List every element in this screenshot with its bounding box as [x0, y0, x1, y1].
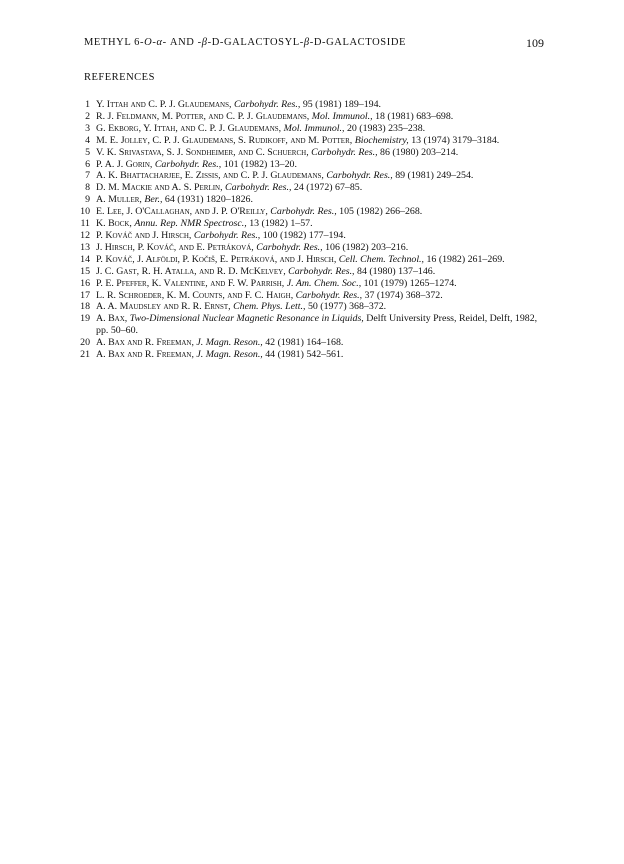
reference-authors: P. Kováč, J. Alföldi, P. Kočiš, E. Petráková, and J. Hirsch, [96, 253, 337, 265]
reference-item [78, 313, 548, 337]
reference-number: 17 [80, 289, 90, 301]
running-title-part: METHYL 6- [84, 37, 145, 48]
reference-number: 6 [85, 158, 90, 170]
reference-details: Delft University Press, Reidel, Delft, 1982, pp. 50–60. [96, 313, 538, 337]
reference-authors: M. E. Jolley, C. P. J. Glaudemans, S. Rudikoff, and M. Potter, [96, 134, 353, 146]
reference-details: 37 (1974) 368–372. [362, 289, 443, 301]
reference-authors: K. Bock, [96, 218, 132, 230]
reference-details: 105 (1982) 266–268. [336, 206, 423, 218]
reference-number: 8 [85, 182, 90, 194]
reference-details: 42 (1981) 164–168. [262, 337, 344, 349]
reference-number: 1 [85, 99, 90, 110]
reference-journal: Chem. Phys. Lett., [233, 301, 306, 313]
reference-item [78, 147, 548, 159]
reference-details: 101 (1982) 13–20. [221, 158, 297, 170]
running-head [84, 37, 544, 53]
reference-journal: Ber., [144, 194, 163, 206]
reference-journal: J. Am. Chem. Soc., [286, 277, 362, 289]
section-heading: REFERENCES [84, 72, 155, 83]
reference-number: 20 [80, 337, 90, 349]
running-title-part: -D-GALACTOSIDE [309, 37, 407, 48]
reference-list [78, 99, 548, 361]
reference-journal: Carbohydr. Res., [233, 99, 301, 110]
reference-item [78, 206, 548, 218]
reference-number: 3 [85, 122, 90, 134]
reference-journal: Carbohydr. Res., [270, 206, 337, 218]
reference-number: 11 [80, 218, 90, 230]
reference-details: 101 (1979) 1265–1274. [361, 277, 457, 289]
running-title-part: - [152, 37, 157, 48]
reference-item [78, 242, 548, 254]
reference-number: 4 [85, 134, 90, 146]
reference-authors: A. Bax and R. Freeman, [96, 337, 194, 349]
reference-details: 13 (1982) 1–57. [246, 218, 313, 230]
running-title-part: O [144, 37, 153, 48]
reference-item [78, 266, 548, 278]
reference-journal: Annu. Rep. NMR Spectrosc., [134, 218, 247, 230]
reference-journal: Carbohydr. Res., [193, 229, 261, 241]
reference-authors: J. Hirsch, P. Kováč, and E. Petráková, [96, 241, 254, 253]
reference-journal: Carbohydr. Res., [326, 170, 393, 182]
reference-item [78, 290, 548, 302]
reference-item [78, 230, 548, 242]
reference-details: 86 (1980) 203–214. [377, 146, 459, 158]
reference-journal: Carbohydr. Res., [225, 182, 292, 194]
reference-number: 18 [80, 301, 90, 313]
reference-number: 9 [85, 194, 90, 206]
reference-details: 18 (1981) 683–698. [372, 110, 454, 122]
reference-item [78, 218, 548, 230]
reference-journal: J. Magn. Reson., [196, 337, 263, 349]
running-title-part: -D-GALACTOSYL- [207, 37, 304, 48]
reference-item [78, 99, 548, 111]
reference-details: 13 (1974) 3179–3184. [408, 134, 500, 146]
reference-details: 100 (1982) 177–194. [260, 229, 346, 241]
reference-authors: J. C. Gast, R. H. Atalla, and R. D. McKelvey, [96, 265, 286, 277]
reference-item [78, 349, 548, 361]
reference-journal: Carbohydr. Res., [154, 158, 222, 170]
reference-authors: Y. Ittah and C. P. J. Glaudemans, [96, 99, 232, 110]
reference-authors: G. Ekborg, Y. Ittah, and C. P. J. Glaudemans, [96, 122, 282, 134]
reference-journal: Biochemistry, [354, 134, 409, 146]
reference-authors: A. Bax and R. Freeman, [96, 349, 194, 361]
reference-details: 64 (1931) 1820–1826. [162, 194, 253, 206]
reference-details: 24 (1972) 67–85. [291, 182, 363, 194]
reference-details: 106 (1982) 203–216. [322, 241, 409, 253]
reference-authors: P. E. Pfeffer, K. Valentine, and F. W. Parrish, [96, 277, 285, 289]
reference-journal: Carbohydr. Res., [288, 265, 355, 277]
running-title-part: β [303, 37, 310, 48]
running-title-part: - AND - [162, 37, 202, 48]
reference-number: 21 [80, 349, 90, 361]
reference-authors: P. Kováč and J. Hirsch, [96, 229, 192, 241]
reference-authors: P. A. J. Gorin, [96, 158, 153, 170]
reference-item [78, 135, 548, 147]
reference-item [78, 159, 548, 171]
reference-item [78, 170, 548, 182]
reference-journal: J. Magn. Reson., [196, 349, 263, 361]
reference-number: 2 [85, 110, 90, 122]
reference-details: 50 (1977) 368–372. [305, 301, 387, 313]
reference-journal: Two-Dimensional Nuclear Magnetic Resonance in Liquids, [129, 313, 364, 325]
reference-number: 13 [80, 241, 90, 253]
reference-journal: Mol. Immunol., [311, 110, 373, 122]
reference-journal: Mol. Immunol., [283, 122, 345, 134]
reference-number: 7 [85, 170, 90, 182]
reference-item [78, 194, 548, 206]
reference-authors: A. K. Bhattacharjee, E. Zissis, and C. P. J. Glaudemans, [96, 170, 324, 182]
reference-details: 16 (1982) 261–269. [424, 253, 505, 265]
reference-item [78, 301, 548, 313]
reference-details: 20 (1983) 235–238. [344, 122, 426, 134]
reference-item [78, 111, 548, 123]
reference-item [78, 123, 548, 135]
reference-journal: Cell. Chem. Technol., [338, 253, 424, 265]
running-title [84, 37, 406, 48]
reference-number: 14 [80, 253, 90, 265]
reference-authors: R. J. Feldmann, M. Potter, and C. P. J. Glaudemans, [96, 110, 310, 122]
reference-journal: Carbohydr. Res., [295, 289, 363, 301]
reference-item [78, 278, 548, 290]
reference-authors: A. Muller, [96, 194, 142, 206]
running-title-part: β [201, 37, 208, 48]
reference-details: 89 (1981) 249–254. [392, 170, 474, 182]
reference-authors: A. Bax, [96, 313, 128, 325]
reference-journal: Carbohydr. Res., [311, 146, 378, 158]
reference-authors: A. A. Maudsley and R. R. Ernst, [96, 301, 231, 313]
reference-authors: V. K. Srivastava, S. J. Sondheimer, and C. Schuerch, [96, 146, 309, 158]
reference-number: 5 [85, 146, 90, 158]
reference-details: 84 (1980) 137–146. [354, 265, 436, 277]
reference-details: 44 (1981) 542–561. [262, 349, 344, 361]
running-title-part: α [156, 37, 163, 48]
reference-authors: L. R. Schroeder, K. M. Counts, and F. C. Haigh, [96, 289, 294, 301]
reference-number: 19 [80, 313, 90, 325]
reference-number: 16 [80, 277, 90, 289]
reference-number: 10 [80, 206, 90, 218]
reference-journal: Carbohydr. Res., [256, 241, 323, 253]
page-number: 109 [526, 36, 544, 50]
reference-number: 12 [80, 229, 90, 241]
reference-authors: E. Lee, J. O'Callaghan, and J. P. O'Reilly, [96, 206, 268, 218]
reference-item [78, 337, 548, 349]
reference-details: 95 (1981) 189–194. [300, 99, 381, 110]
reference-item [78, 254, 548, 266]
reference-authors: D. M. Mackie and A. S. Perlin, [96, 182, 223, 194]
reference-item [78, 182, 548, 194]
reference-number: 15 [80, 265, 90, 277]
